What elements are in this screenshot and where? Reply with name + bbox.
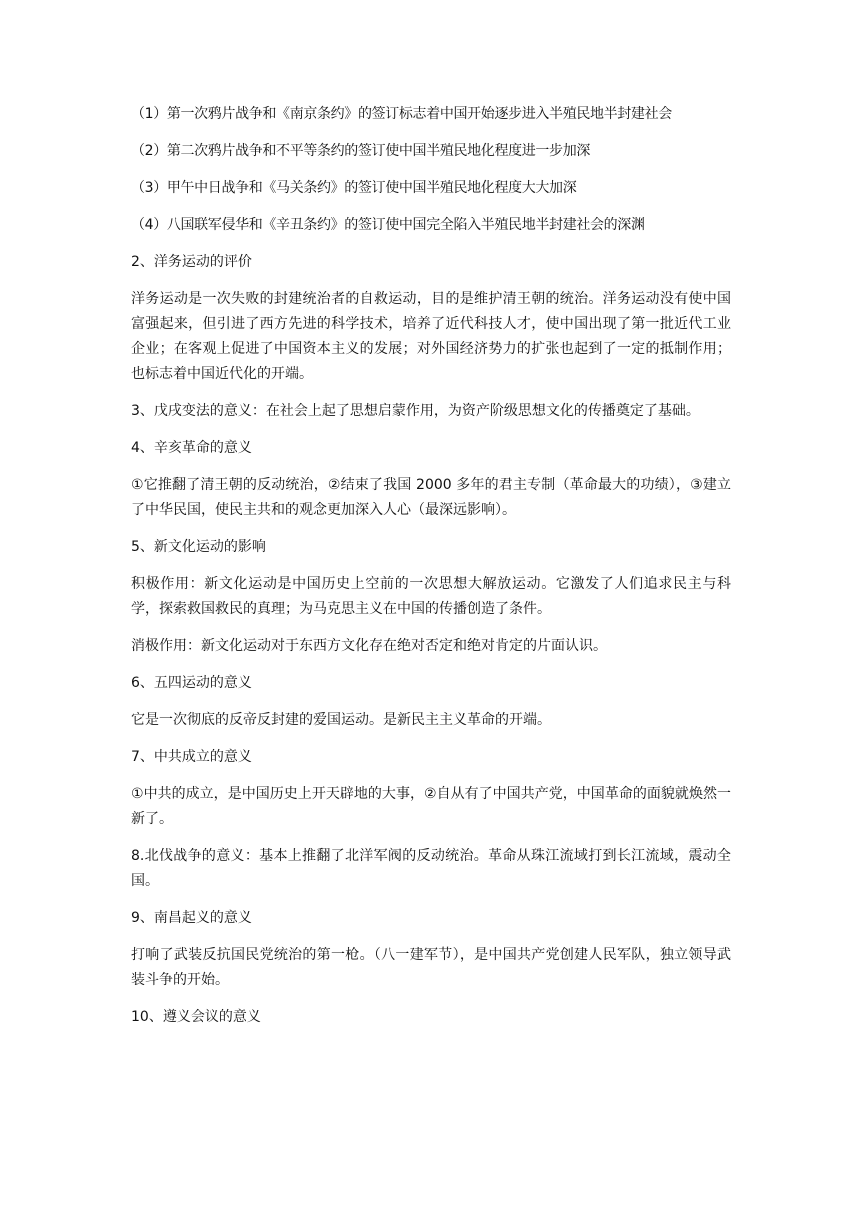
section-heading: 4、辛亥革命的意义 (131, 440, 252, 456)
section-heading: 10、遵义会议的意义 (131, 1009, 261, 1025)
body-paragraph: 它是一次彻底的反帝反封建的爱国运动。是新民主主义革命的开端。 (131, 712, 551, 728)
body-paragraph: ①中共的成立，是中国历史上开天辟地的大事，②自从有了中国共产党，中国革命的面貌就焕然一新了。 (131, 786, 731, 827)
section-heading: 5、新文化运动的影响 (131, 539, 266, 555)
body-paragraph: 3、戊戌变法的意义：在社会上起了思想启蒙作用，为资产阶级思想文化的传播奠定了基础。 (131, 403, 700, 419)
section-heading: 6、五四运动的意义 (131, 675, 252, 691)
list-item: （3）甲午中日战争和《马关条约》的签订使中国半殖民地化程度大大加深 (131, 180, 577, 196)
list-item: （4）八国联军侵华和《辛丑条约》的签订使中国完全陷入半殖民地半封建社会的深渊 (131, 217, 645, 233)
body-paragraph: ①它推翻了清王朝的反动统治，②结束了我国 2000 多年的君主专制（革命最大的功绩），③建立了中华民国，使民主共和的观念更加深入人心（最深远影响）。 (131, 477, 731, 518)
document-body (131, 102, 731, 1042)
body-paragraph: 消极作用：新文化运动对于东西方文化存在绝对否定和绝对肯定的片面认识。 (131, 638, 607, 654)
body-paragraph: 积极作用：新文化运动是中国历史上空前的一次思想大解放运动。它激发了人们追求民主与科学，探索救国救民的真理；为马克思主义在中国的传播创造了条件。 (131, 576, 731, 617)
list-item: （2）第二次鸦片战争和不平等条约的签订使中国半殖民地化程度进一步加深 (131, 143, 591, 159)
body-paragraph: 8.北伐战争的意义：基本上推翻了北洋军阀的反动统治。革命从珠江流域打到长江流域，震动全国。 (131, 848, 731, 889)
section-heading: 9、南昌起义的意义 (131, 910, 252, 926)
section-heading: 2、洋务运动的评价 (131, 254, 252, 270)
list-item: （1）第一次鸦片战争和《南京条约》的签订标志着中国开始逐步进入半殖民地半封建社会 (131, 106, 672, 122)
section-heading: 7、中共成立的意义 (131, 749, 252, 765)
body-paragraph: 打响了武装反抗国民党统治的第一枪。（八一建军节），是中国共产党创建人民军队，独立领导武装斗争的开始。 (131, 947, 731, 988)
body-paragraph: 洋务运动是一次失败的封建统治者的自救运动，目的是维护清王朝的统治。洋务运动没有使中国富强起来，但引进了西方先进的科学技术，培养了近代科技人才，使中国出现了第一批近代工业企业；在客观上促进了中国资本主义的发展；对外国经济势力的扩张也起到了一定的抵制作用；也标志着中国近代化的开端。 (131, 291, 731, 382)
